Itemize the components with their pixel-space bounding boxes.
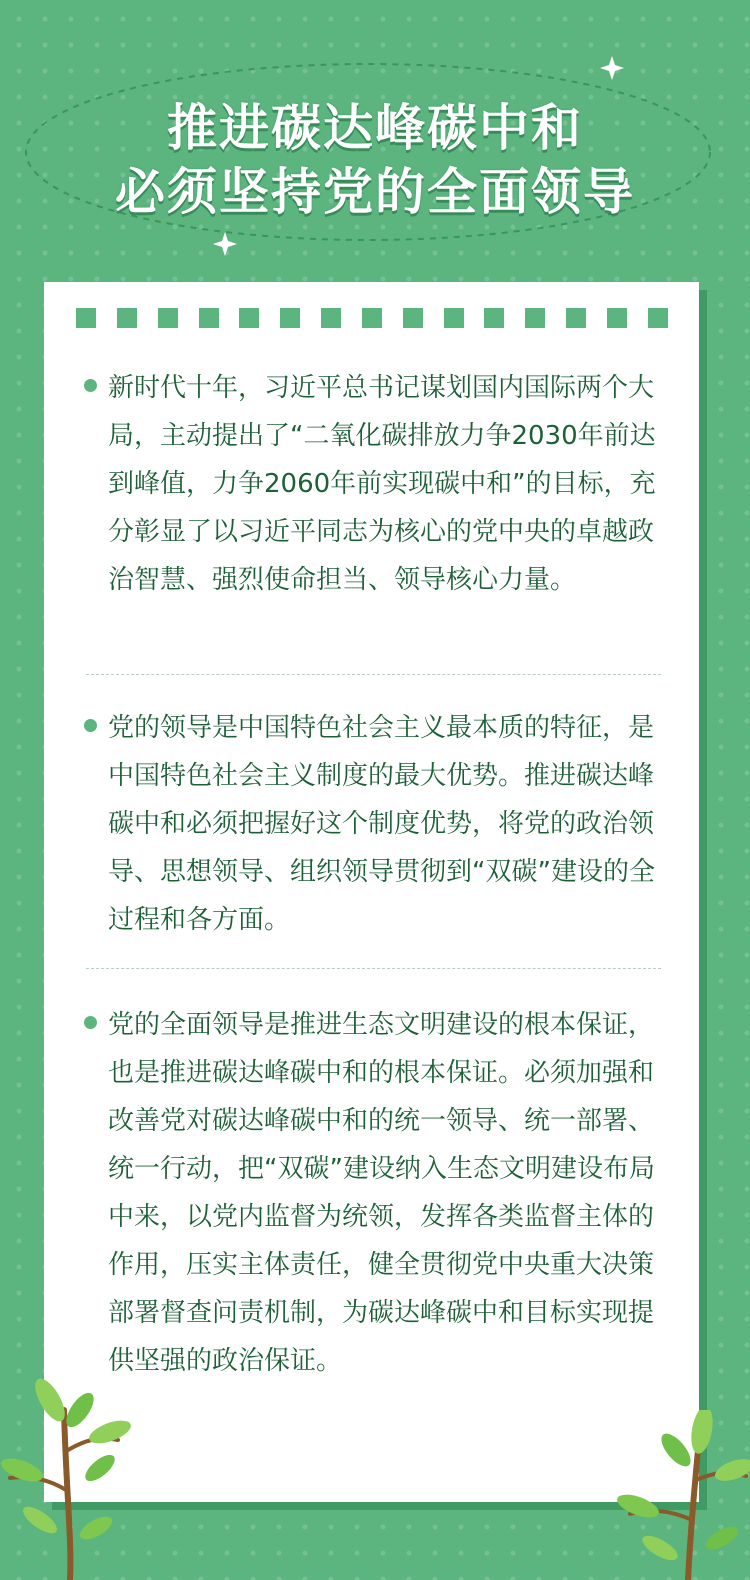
square-decoration — [117, 308, 137, 328]
square-decoration — [76, 308, 96, 328]
sapling-right-icon — [610, 1410, 750, 1580]
content-card — [44, 282, 699, 1502]
page-title-line-1: 推进碳达峰碳中和 — [167, 99, 583, 157]
square-decoration — [525, 308, 545, 328]
square-decoration — [280, 308, 300, 328]
square-decoration — [158, 308, 178, 328]
bullet-dot-icon — [84, 379, 97, 392]
sapling-left-icon — [0, 1370, 140, 1580]
square-decoration — [444, 308, 464, 328]
bullet-dot-icon — [84, 719, 97, 732]
square-decoration — [239, 308, 259, 328]
dashed-divider — [86, 968, 661, 969]
square-decoration — [403, 308, 423, 328]
page-title-line-2: 必须坚持党的全面领导 — [115, 163, 635, 221]
square-decoration — [321, 308, 341, 328]
square-decoration — [607, 308, 627, 328]
square-decoration — [566, 308, 586, 328]
square-decoration — [484, 308, 504, 328]
dashed-divider — [86, 674, 661, 675]
square-decoration — [199, 308, 219, 328]
paragraph-1: 新时代十年，习近平总书记谋划国内国际两个大局，主动提出了“二氧化碳排放力争2030年前达到峰值，力争2060年前实现碳中和”的目标，充分彰显了以习近平同志为核心的党中央的卓越政治智慧、强烈使命担当、领导核心力量。 — [108, 373, 656, 595]
square-decoration — [648, 308, 668, 328]
bullet-dot-icon — [84, 1016, 97, 1029]
sparkle-icon — [600, 56, 624, 80]
paragraph-3: 党的全面领导是推进生态文明建设的根本保证，也是推进碳达峰碳中和的根本保证。必须加强和改善党对碳达峰碳中和的统一领导、统一部署、统一行动，把“双碳”建设纳入生态文明建设布局中来，以党内监督为统领，发挥各类监督主体的作用，压实主体责任，健全贯彻党中央重大决策部署督查问责机制，为碳达峰碳中和目标实现提供坚强的政治保证。 — [108, 1010, 655, 1376]
paragraph-2: 党的领导是中国特色社会主义最本质的特征，是中国特色社会主义制度的最大优势。推进碳达峰碳中和必须把握好这个制度优势，将党的政治领导、思想领导、组织领导贯彻到“双碳”建设的全过程和各方面。 — [108, 713, 655, 935]
square-border-decoration — [76, 308, 668, 328]
sparkle-icon — [213, 232, 237, 256]
title-banner — [0, 0, 750, 270]
square-decoration — [362, 308, 382, 328]
